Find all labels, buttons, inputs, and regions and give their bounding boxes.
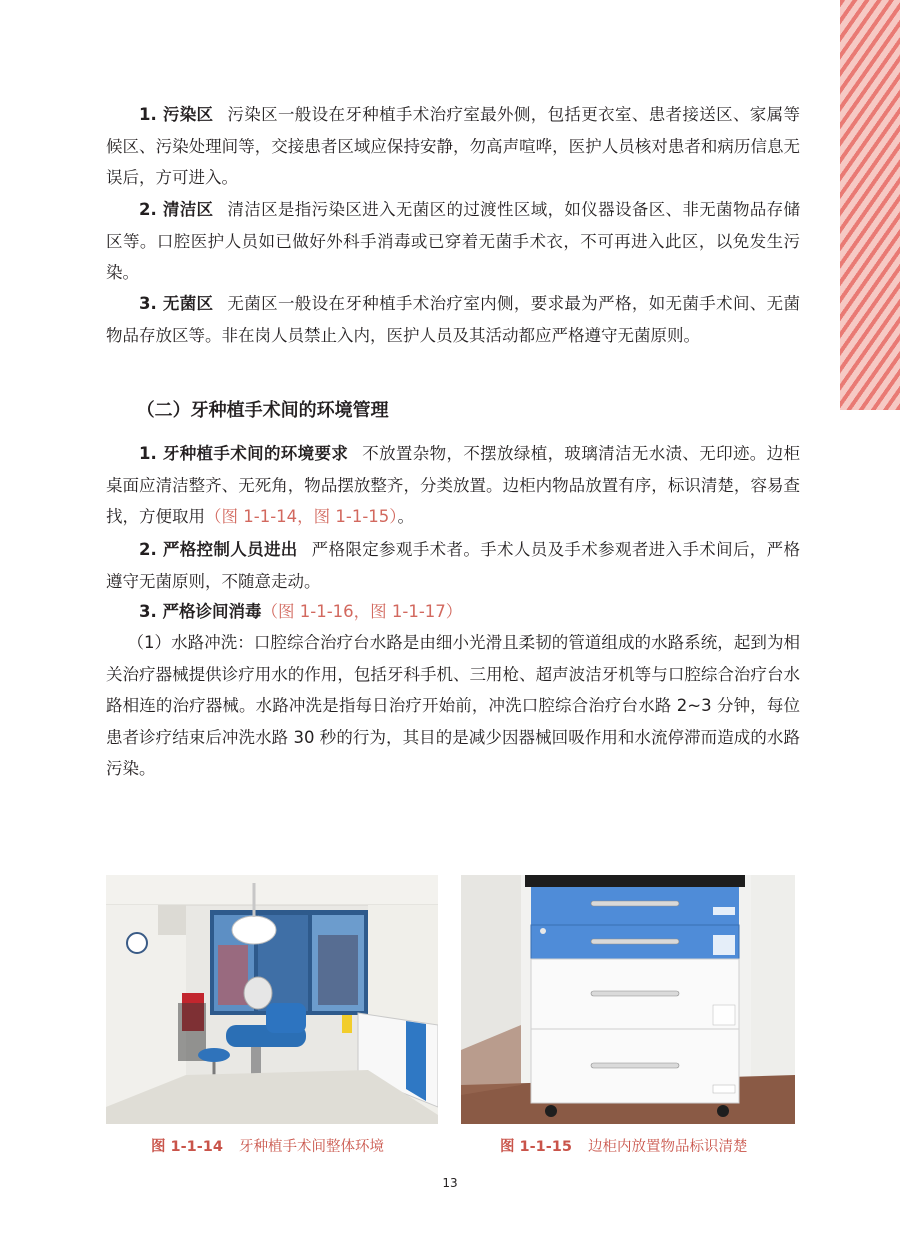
figure-caption [500, 1137, 747, 1157]
decorative-stripe-band [840, 0, 900, 410]
section-title: （二）牙种植手术间的环境管理 [136, 400, 389, 421]
paragraph-body: 污染区一般设在牙种植手术治疗室最外侧，包括更衣室、患者接送区、家属等候区、污染处理间等，交接患者区域应保持安静，勿高声喧哗，医护人员核对患者和病历信息无误后，方可进入。 [106, 105, 801, 187]
paragraph-heading: 1. 牙种植手术间的环境要求 [139, 444, 349, 463]
paragraph-personnel-control [106, 534, 800, 597]
paragraph-body: 不放置杂物，不摆放绿植，玻璃清洁无水渍、无印迹。边柜桌面应清洁整齐、无死角，物品摆放整齐，分类放置。边柜内物品放置有序，标识清楚，容易查找，方便取用 [106, 444, 801, 526]
paragraph-end: 。 [397, 507, 415, 526]
paragraph-disinfection-heading [106, 596, 800, 628]
paragraph-body: 清洁区是指污染区进入无菌区的过渡性区域，如仪器设备区、非无菌物品存储区等。口腔医护人员如已做好外科手消毒或已穿着无菌手术衣，不可再进入此区，以免发生污染。 [106, 200, 801, 282]
paragraph-heading: 3. 严格诊间消毒 [139, 602, 262, 621]
paragraph-body: （1）水路冲洗：口腔综合治疗台水路是由细小光滑且柔韧的管道组成的水路系统，起到为相关治疗器械提供诊疗用水的作用，包括牙科手机、三用枪、超声波洁牙机等与口腔综合治疗台水路相连的治疗器械。水路冲洗是指每日治疗开始前，冲洗口腔综合治疗台水路 2~3 分钟，每位患者诊疗结束后冲洗水路 30 秒的行为，其目的是减少因器械回吸作用和水流停滞而造成的水路污染。 [106, 633, 800, 778]
figure-operating-room-photo [106, 875, 438, 1124]
paragraph-heading: 2. 清洁区 [139, 200, 214, 219]
paragraph-clean-zone [106, 194, 800, 289]
figure-number: 图 1-1-15 [500, 1139, 572, 1155]
paragraph-heading: 3. 无菌区 [139, 294, 214, 313]
paragraph-sterile-zone [106, 288, 800, 351]
page-number: 13 [442, 1176, 458, 1190]
figure-reference: （图 1-1-14，图 1-1-15） [205, 507, 398, 526]
paragraph-heading: 2. 严格控制人员进出 [139, 540, 298, 559]
figure-reference: （图 1-1-16，图 1-1-17） [261, 602, 463, 621]
figure-number: 图 1-1-14 [151, 1139, 223, 1155]
paragraph-body: 无菌区一般设在牙种植手术治疗室内侧，要求最为严格，如无菌手术间、无菌物品存放区等。非在岗人员禁止入内，医护人员及其活动都应严格遵守无菌原则。 [106, 294, 801, 345]
figure-cabinet-photo [461, 875, 795, 1124]
paragraph-contaminated-zone [106, 99, 800, 194]
figure-caption [151, 1137, 384, 1157]
figure-caption-text: 牙种植手术间整体环境 [238, 1139, 384, 1155]
paragraph-heading: 1. 污染区 [139, 105, 214, 124]
figure-caption-text: 边柜内放置物品标识清楚 [587, 1139, 748, 1155]
paragraph-body: 严格限定参观手术者。手术人员及手术参观者进入手术间后，严格遵守无菌原则，不随意走动。 [106, 540, 800, 591]
paragraph-waterline-flush [106, 627, 800, 785]
paragraph-environment-requirements [106, 438, 800, 533]
